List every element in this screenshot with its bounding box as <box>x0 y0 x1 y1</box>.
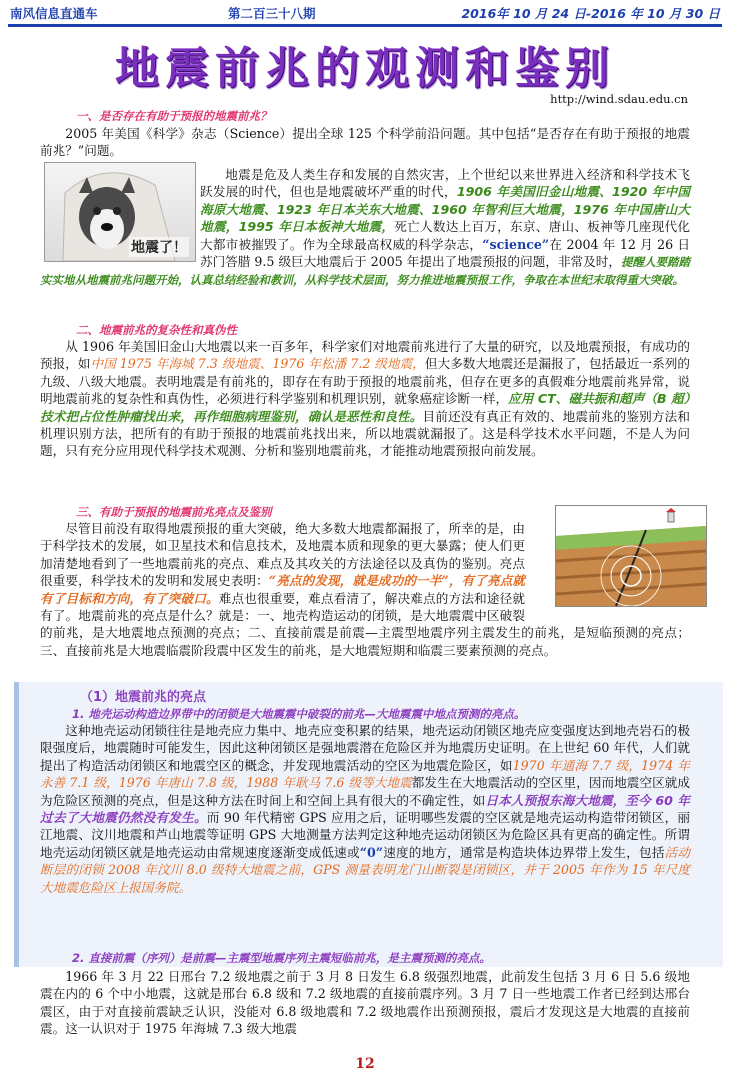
text: 2005 年美国《科学》杂志（Science）提出全球 125 个科学前沿问题。其中包括“是否存在有助于预报的地震前兆？”问题。 <box>40 126 690 159</box>
issue-date: 2016年 10 月 24 日-2016 年 10 月 30 日 <box>461 6 720 21</box>
article-title: 地震前兆的观测和鉴别 <box>115 43 615 94</box>
text: 目前还没有真正有效的、地震前兆的鉴别方法和机理识别方法，把所有的有助于预报的地震前兆找出来，所以地震就漏报了。这是科学技术水平问题，不是人为问题，只有充分应用现代科学技术观测、分析和鉴别地震前兆，才能推动地震预报向前发展。 <box>40 408 691 459</box>
text: 1966 年 3 月 22 日邢台 7.2 级地震之前于 3 月 8 日发生 6.8 级强烈地震，此前发生包括 3 月 6 日 5.6 级地震在内的 6 个中小地震，这就是邢台 6.8 级和 7.2 级地震的直接前震序列。3 月 7 日一些地震工作者已经到达邢台震区，由于对直接前震缺乏认识，没能对 6.8 级地震和 7.2 级地震作出预测预报，震后才发现这是大地震的直接前震。这一认识对于 1975 年海城 7.3 级大地震 <box>40 969 690 1037</box>
section-1-heading: 一、是否存在有助于预报的地震前兆？ <box>76 109 272 123</box>
text: 但大多数大地震还是漏报了，包括最近一系列的九级、八级大地震。表明地震是有前兆的，即存在有助于预报的地震前兆，但存在更多的真假难分地震前兆异常，说明地震前兆的复杂性和真伪性，必须进行科学鉴别和机理识别，就象癌症诊断一样， <box>40 356 690 407</box>
source-url[interactable]: http://wind.sdau.edu.cn <box>550 92 688 106</box>
text: 在 2004 年 12 月 26 日苏门答腊 9.5 级巨大地震后于 2005 年提出了地震预报的问题，非常及时， <box>200 236 691 270</box>
earthquake-list-highlight: 1906 年美国旧金山地震、1920 年中国海原大地震、1923 年日本关东大地震、1960 年智利巨大地震，1976 年中国唐山大地震，1995 年日本板神大地震， <box>200 184 691 235</box>
newsletter-name: 南风信息直通车 <box>10 6 98 21</box>
final-paragraph <box>40 968 690 1038</box>
science-highlight: “science” <box>482 236 550 252</box>
newsletter-header <box>10 4 720 22</box>
section-2-heading: 二、地震前兆的复杂性和真伪性 <box>76 323 237 337</box>
highlight-quote: “亮点的发现，就是成功的一半”，有了亮点就有了目标和方向，有了突破口。 <box>40 573 525 606</box>
text: 死亡人数达上百万，东京、唐山、板神等几座现代化大都市被摧毁了。作为全球最高权威的科学杂志， <box>200 219 691 252</box>
section-3-heading: 三、有助于预报的地震前兆亮点及鉴别 <box>76 505 272 519</box>
advice-highlight: 提醒人要踏踏实实地从地震前兆问题开始，认真总结经验和教训，从科学技术层面，努力推进地震预报工作，争取在本世纪末取得重大突破。 <box>40 255 691 288</box>
page-number: 12 <box>355 1056 375 1072</box>
text: 速度的地方，通常是构造块体边界带上发生，包括 <box>383 844 665 860</box>
image-float-spacer <box>525 520 690 608</box>
text: 从 1906 年美国旧金山大地震以来一百多年，科学家们对地震前兆进行了大量的研究，以及地震预报，有成功的预报，如 <box>40 339 690 372</box>
section-1-paragraph-2 <box>40 166 690 290</box>
item-1-heading: 1. 地壳运动构造边界带中的闭锁是大地震震中破裂的前兆—大地震震中地点预测的亮点。 <box>72 707 526 721</box>
wenchuan-highlight: 活动断层的闭锁 2008 年汶川 8.0 级特大地震之前，GPS 测量表明龙门山断裂是闭锁区，并于 2005 年作为 15 年尺度大地震危险区上报国务院。 <box>40 844 691 895</box>
header-divider <box>8 24 722 27</box>
box-paragraph <box>40 722 690 896</box>
text: 而 90 年代精密 GPS 应用之后，证明哪些发震的空区就是地壳运动构造带闭锁区，丽江地震、汶川地震和芦山地震等证明 GPS 大地测量方法判定这种地壳运动闭锁区为危险区具有更高的确定性。所谓地壳运动闭锁区就是地壳运动由常规速度逐渐变成低速或 <box>40 810 690 860</box>
text: 都发生在大地震活动的空区里，因而地震空区就成为危险区预测的亮点，但是这种方法在时间上和空间上具有很大的不确定性，如 <box>40 775 690 808</box>
section-2-paragraph <box>40 338 690 460</box>
quake-list-highlight: 1970 年通海 7.7 级，1974 年永善 7.1 级，1976 年唐山 7.8 级，1988 年耿马 7.6 级等大地震 <box>40 757 690 791</box>
ct-analogy-highlight: 应用 CT、磁共振和超声（B 超）技术把占位性肿瘤找出来，再作细胞病理鉴别，确认是恶性和良性。 <box>40 391 691 424</box>
zero-speed-highlight: “0” <box>359 844 384 860</box>
box-heading: （1）地震前兆的亮点 <box>80 690 207 705</box>
image-caption: 地震了！ <box>129 237 189 257</box>
prediction-success-highlight: 中国 1975 年海城 7.3 级地震、1976 年松潘 7.2 级地震， <box>90 356 425 372</box>
issue-number: 第二百三十八期 <box>228 6 316 21</box>
item-2-heading: 2. 直接前震（序列）是前震—主震型地震序列主震短临前兆，是主震预测的亮点。 <box>72 951 491 965</box>
japan-prediction-highlight: 日本人预报东海大地震，至今 60 年过去了大地震仍然没有发生。 <box>40 792 691 826</box>
text: 这种地壳运动闭锁往往是地壳应力集中、地壳应变积累的结果，地壳运动闭锁区地壳应变强度达到地壳岩石的极限强度后，地震随时可能发生，因此这种闭锁区是强地震潜在危险区并为地震历史证明。在上世纪 60 年代，人们就提出了构造活动闭锁区和地震空区的概念，并发现地震活动的空区为地震危险区，如 <box>40 723 690 773</box>
section-1-paragraph-1 <box>40 125 690 160</box>
text: 难点也很重要，难点看清了，解决难点的方法和途径就有了。地震前兆的亮点是什么？就是：一、地壳构造运动的闭锁，是大地震震中区破裂的前兆，是大地震地点预测的亮点；二、直接前震是前震—主震型地震序列主震发生的前兆，是短临预测的亮点；三、直接前兆是大地震临震阶段震中区发生的前兆，是大地震短期和临震三要素预测的亮点。 <box>40 590 690 658</box>
text: 尽管目前没有取得地震预报的重大突破，绝大多数大地震都漏报了，所幸的是，由于科学技术的发展，如卫星技术和信息技术，及地震本质和现象的更大暴露；使人们更加清楚地看到了一些地震前兆的亮点、难点及其攻关的方法途径以及真伪的鉴别。亮点很重要，科学技术的发明和发展史表明： <box>40 521 525 589</box>
text: 地震是危及人类生存和发展的自然灾害，上个世纪以来世界进入经济和科学技术飞跃发展的时代，但也是地震破坏严重的时代， <box>200 167 690 200</box>
section-3-paragraph <box>40 520 690 659</box>
image-float-spacer <box>40 166 200 264</box>
